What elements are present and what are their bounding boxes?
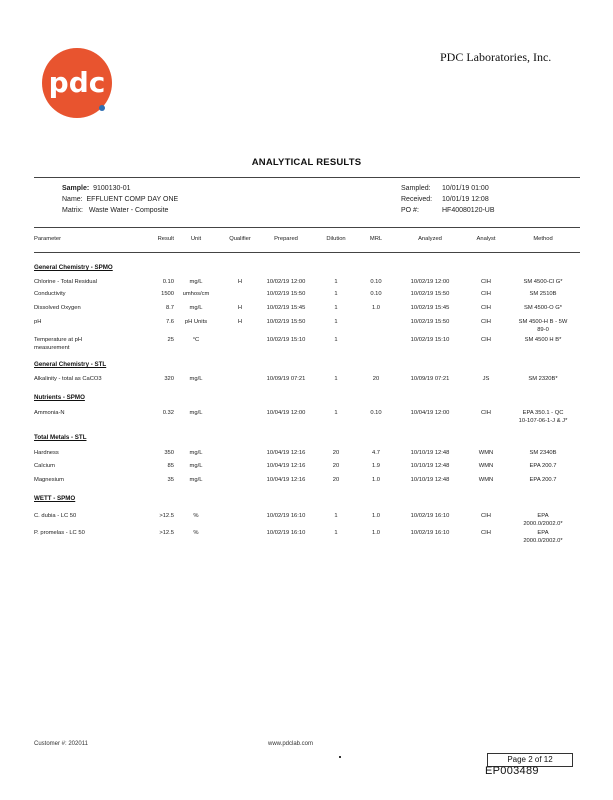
cell-prepared-line: 10/02/19 15:50 bbox=[266, 319, 306, 325]
cell-parameter-line: pH bbox=[34, 319, 42, 325]
name-value: EFFLUENT COMP DAY ONE bbox=[86, 196, 179, 203]
cell-method-line-2: 2000.0/2002.0* bbox=[523, 520, 563, 527]
cell-method-line: EPA bbox=[537, 513, 549, 519]
cell-mrl bbox=[366, 410, 386, 418]
cell-dilution-line: 1 bbox=[334, 410, 338, 416]
cell-parameter-line: Calcium bbox=[34, 463, 55, 469]
cell-result-line: 0.10 bbox=[162, 279, 174, 285]
cell-analyst bbox=[470, 279, 502, 287]
sampled-value: 10/01/19 01:00 bbox=[442, 185, 489, 192]
cell-analyst-line: JS bbox=[482, 376, 490, 382]
cell-mrl-line: 0.10 bbox=[370, 291, 382, 297]
cell-unit-line: mg/L bbox=[189, 279, 203, 285]
cell-prepared bbox=[262, 450, 310, 458]
col-header-method: Method bbox=[533, 236, 553, 242]
cell-dilution-line: 1 bbox=[334, 530, 338, 536]
cell-dilution-line: 1 bbox=[334, 279, 338, 285]
cell-mrl-line: 1.9 bbox=[371, 463, 381, 469]
cell-mrl-line: 0.10 bbox=[370, 410, 382, 416]
cell-parameter-line: Alkalinity - total as CaCO3 bbox=[34, 376, 102, 382]
cell-analyzed-line: 10/02/19 16:10 bbox=[410, 530, 450, 536]
cell-qualifier-line: H bbox=[237, 279, 243, 285]
cell-method bbox=[506, 337, 580, 345]
cell-parameter-line-2: measurement bbox=[34, 344, 70, 351]
cell-mrl-line: 4.7 bbox=[371, 450, 381, 456]
cell-dilution-line: 1 bbox=[334, 513, 338, 519]
cell-mrl bbox=[366, 530, 386, 538]
cell-qualifier-line: H bbox=[237, 305, 243, 311]
bates-number: EP003489 bbox=[485, 765, 539, 777]
cell-mrl bbox=[366, 513, 386, 521]
cell-result bbox=[148, 319, 174, 327]
cell-method-line-2: 10-107-06-1-J & J* bbox=[518, 417, 568, 424]
cell-prepared bbox=[262, 463, 310, 471]
cell-result bbox=[148, 291, 174, 299]
cell-prepared bbox=[262, 319, 310, 327]
cell-result bbox=[148, 477, 174, 485]
cell-unit-line: mg/L bbox=[189, 305, 203, 311]
name-label: Name: bbox=[62, 196, 83, 203]
cell-mrl bbox=[366, 291, 386, 299]
cell-parameter-line: Conductivity bbox=[34, 291, 66, 297]
cell-parameter bbox=[34, 291, 139, 299]
cell-dilution-line: 1 bbox=[334, 291, 338, 297]
cell-analyst-line: CIH bbox=[481, 305, 491, 311]
cell-analyst-line: WMN bbox=[478, 477, 494, 483]
cell-prepared-line: 10/04/19 12:16 bbox=[266, 477, 306, 483]
cell-method-line: SM 4500-O G* bbox=[523, 305, 563, 311]
cell-dilution-line: 20 bbox=[332, 463, 340, 469]
cell-unit bbox=[178, 463, 214, 471]
cell-prepared-line: 10/02/19 15:10 bbox=[266, 337, 306, 343]
cell-prepared-line: 10/04/19 12:00 bbox=[266, 410, 306, 416]
cell-prepared-line: 10/02/19 16:10 bbox=[266, 513, 306, 519]
cell-method bbox=[506, 376, 580, 384]
cell-method-line: SM 4500-H B - 5W bbox=[518, 319, 568, 325]
cell-method-line: EPA 200.7 bbox=[529, 463, 557, 469]
cell-parameter bbox=[34, 376, 139, 384]
cell-dilution bbox=[320, 530, 352, 538]
cell-analyzed-line: 10/10/19 12:48 bbox=[410, 477, 450, 483]
cell-analyst bbox=[470, 463, 502, 471]
cell-parameter bbox=[34, 477, 139, 485]
cell-dilution bbox=[320, 450, 352, 458]
cell-mrl bbox=[366, 376, 386, 384]
website-link[interactable]: www.pdclab.com bbox=[268, 741, 314, 747]
cell-dilution bbox=[320, 463, 352, 471]
cell-parameter-line: Magnesium bbox=[34, 477, 64, 483]
header-bottom-divider bbox=[34, 252, 580, 253]
cell-mrl-line: 0.10 bbox=[370, 279, 382, 285]
col-header-analyzed: Analyzed bbox=[418, 236, 442, 242]
col-header-unit: Unit bbox=[190, 236, 202, 242]
cell-prepared bbox=[262, 305, 310, 313]
cell-dilution-line: 1 bbox=[334, 305, 338, 311]
company-name: PDC Laboratories, Inc. bbox=[440, 50, 552, 64]
cell-method-line: EPA bbox=[537, 530, 549, 536]
cell-unit-line: % bbox=[193, 530, 199, 536]
cell-analyst bbox=[470, 530, 502, 538]
cell-dilution-line: 1 bbox=[334, 337, 338, 343]
cell-method bbox=[506, 305, 580, 313]
cell-parameter-line: Hardness bbox=[34, 450, 59, 456]
cell-mrl-line: 20 bbox=[372, 376, 380, 382]
cell-unit bbox=[178, 319, 214, 327]
sample-matrix-line bbox=[62, 207, 168, 214]
cell-prepared-line: 10/02/19 16:10 bbox=[266, 530, 306, 536]
cell-analyst-line: WMN bbox=[478, 463, 494, 469]
cell-result-line: 35 bbox=[167, 477, 174, 483]
cell-result bbox=[148, 279, 174, 287]
cell-parameter-line: Chlorine - Total Residual bbox=[34, 279, 98, 285]
cell-method-line: SM 4500-Cl G* bbox=[523, 279, 563, 285]
pdc-logo bbox=[40, 46, 114, 120]
cell-mrl bbox=[366, 450, 386, 458]
cell-prepared bbox=[262, 477, 310, 485]
cell-parameter-line: Ammonia-N bbox=[34, 410, 65, 416]
cell-result bbox=[148, 305, 174, 313]
cell-unit-line: mg/L bbox=[189, 463, 203, 469]
cell-prepared bbox=[262, 513, 310, 521]
cell-prepared-line: 10/02/19 15:50 bbox=[266, 291, 306, 297]
cell-dilution bbox=[320, 279, 352, 287]
cell-analyzed bbox=[406, 410, 454, 418]
cell-result-line: 25 bbox=[167, 337, 174, 343]
cell-analyst bbox=[470, 477, 502, 485]
sample-name-line bbox=[62, 196, 178, 203]
po-label: PO #: bbox=[401, 207, 419, 214]
cell-parameter-line: Temperature at pH bbox=[34, 337, 83, 343]
cell-dilution bbox=[320, 337, 352, 345]
sample-id-line bbox=[62, 185, 131, 192]
cell-analyzed-line: 10/10/19 12:48 bbox=[410, 450, 450, 456]
cell-qualifier bbox=[222, 319, 258, 327]
cell-analyst bbox=[470, 337, 502, 345]
cell-result-line: 7.6 bbox=[165, 319, 174, 325]
cell-unit-line: umhos/cm bbox=[182, 291, 210, 297]
cell-analyzed bbox=[406, 530, 454, 538]
cell-parameter-line: C. dubia - LC 50 bbox=[34, 513, 77, 519]
section-heading: Total Metals - STL bbox=[34, 434, 87, 441]
pdc-logo-graphic bbox=[40, 46, 114, 120]
cell-analyzed-line: 10/02/19 15:50 bbox=[410, 319, 450, 325]
cell-method-line-2: 2000.0/2002.0* bbox=[523, 537, 563, 544]
cell-dilution-line: 20 bbox=[332, 450, 340, 456]
received-value: 10/01/19 12:08 bbox=[442, 196, 489, 203]
cell-analyzed bbox=[406, 513, 454, 521]
cell-qualifier bbox=[222, 279, 258, 287]
sampled-label: Sampled: bbox=[401, 185, 431, 192]
cell-analyzed-line: 10/09/19 07:21 bbox=[410, 376, 450, 382]
title-divider bbox=[34, 177, 580, 178]
cell-result-line: 0.32 bbox=[162, 410, 174, 416]
cell-analyst bbox=[470, 450, 502, 458]
cell-prepared bbox=[262, 530, 310, 538]
footer-dot bbox=[339, 756, 341, 758]
cell-parameter-line: Dissolved Oxygen bbox=[34, 305, 81, 311]
col-header-analyst: Analyst bbox=[476, 236, 496, 242]
cell-mrl-line: 1.0 bbox=[371, 530, 381, 536]
cell-mrl bbox=[366, 463, 386, 471]
cell-mrl-line: 1.0 bbox=[371, 477, 381, 483]
section-heading: Nutrients - SPMO bbox=[34, 394, 85, 401]
cell-parameter bbox=[34, 279, 139, 287]
cell-method bbox=[506, 319, 580, 334]
cell-prepared bbox=[262, 337, 310, 345]
cell-analyzed-line: 10/02/19 15:50 bbox=[410, 291, 450, 297]
cell-analyst bbox=[470, 513, 502, 521]
page-title: ANALYTICAL RESULTS bbox=[251, 157, 362, 168]
cell-unit-line: mg/L bbox=[189, 450, 203, 456]
cell-analyst-line: CIH bbox=[481, 291, 491, 297]
cell-method-line: EPA 350.1 - QC bbox=[522, 410, 564, 416]
pdc-logo-text: pdc bbox=[48, 66, 106, 99]
section-heading: General Chemistry - STL bbox=[34, 361, 107, 368]
cell-method bbox=[506, 463, 580, 471]
col-header-qualifier: Qualifier bbox=[229, 236, 251, 242]
cell-result bbox=[148, 513, 174, 521]
cell-analyst-line: CIH bbox=[481, 337, 491, 343]
cell-dilution bbox=[320, 291, 352, 299]
cell-analyzed-line: 10/04/19 12:00 bbox=[410, 410, 450, 416]
cell-analyzed bbox=[406, 463, 454, 471]
cell-parameter bbox=[34, 463, 139, 471]
cell-analyst-line: CIH bbox=[481, 279, 491, 285]
cell-result-line: >12.5 bbox=[159, 530, 174, 536]
cell-unit bbox=[178, 337, 214, 345]
cell-mrl bbox=[366, 305, 386, 313]
cell-parameter bbox=[34, 513, 139, 521]
cell-method-line: SM 2320B* bbox=[528, 376, 558, 382]
col-header-mrl: MRL bbox=[369, 236, 383, 242]
cell-unit bbox=[178, 279, 214, 287]
cell-unit-line: % bbox=[193, 513, 199, 519]
customer-number: Customer #: 202011 bbox=[34, 741, 88, 747]
cell-dilution-line: 1 bbox=[334, 376, 338, 382]
cell-method bbox=[506, 477, 580, 485]
cell-unit-line: pH Units bbox=[184, 319, 208, 325]
cell-method-line: EPA 200.7 bbox=[529, 477, 557, 483]
cell-prepared-line: 10/02/19 15:45 bbox=[266, 305, 306, 311]
cell-analyzed bbox=[406, 319, 454, 327]
cell-unit bbox=[178, 291, 214, 299]
cell-parameter-line: P. promelas - LC 50 bbox=[34, 530, 85, 536]
cell-result-line: 1500 bbox=[161, 291, 174, 297]
cell-analyzed-line: 10/02/19 12:00 bbox=[410, 279, 450, 285]
cell-analyzed bbox=[406, 477, 454, 485]
cell-mrl-line: 1.0 bbox=[371, 305, 381, 311]
cell-parameter bbox=[34, 410, 139, 418]
cell-mrl-line: 1.0 bbox=[371, 513, 381, 519]
cell-unit bbox=[178, 477, 214, 485]
cell-analyst-line: CIH bbox=[481, 530, 491, 536]
cell-dilution-line: 20 bbox=[332, 477, 340, 483]
cell-result bbox=[148, 530, 174, 538]
cell-unit bbox=[178, 513, 214, 521]
cell-analyst bbox=[470, 319, 502, 327]
cell-analyzed bbox=[406, 337, 454, 345]
cell-method bbox=[506, 530, 580, 545]
col-header-dilution: Dilution bbox=[326, 236, 346, 242]
section-heading: General Chemistry - SPMO bbox=[34, 264, 113, 271]
col-header-prepared: Prepared bbox=[274, 236, 298, 242]
po-value: HF40080120-UB bbox=[442, 207, 495, 214]
cell-unit bbox=[178, 305, 214, 313]
cell-prepared-line: 10/04/19 12:16 bbox=[266, 463, 306, 469]
page-number-box: Page 2 of 12 bbox=[487, 753, 573, 767]
cell-unit bbox=[178, 410, 214, 418]
cell-parameter bbox=[34, 450, 139, 458]
cell-method bbox=[506, 279, 580, 287]
section-heading: WETT - SPMO bbox=[34, 495, 76, 502]
cell-analyst bbox=[470, 305, 502, 313]
cell-result bbox=[148, 337, 174, 345]
cell-prepared-line: 10/02/19 12:00 bbox=[266, 279, 306, 285]
cell-dilution bbox=[320, 513, 352, 521]
cell-mrl bbox=[366, 477, 386, 485]
cell-method-line: SM 4500 H B* bbox=[524, 337, 562, 343]
cell-dilution-line: 1 bbox=[334, 319, 338, 325]
matrix-value: Waste Water - Composite bbox=[88, 207, 169, 214]
cell-parameter bbox=[34, 337, 139, 352]
cell-result bbox=[148, 376, 174, 384]
cell-analyst bbox=[470, 291, 502, 299]
received-label: Received: bbox=[401, 196, 433, 203]
cell-method bbox=[506, 513, 580, 528]
cell-analyzed bbox=[406, 291, 454, 299]
cell-prepared-line: 10/04/19 12:16 bbox=[266, 450, 306, 456]
cell-result-line: 320 bbox=[164, 376, 174, 382]
cell-unit-line: mg/L bbox=[189, 410, 203, 416]
cell-analyst bbox=[470, 410, 502, 418]
cell-qualifier bbox=[222, 305, 258, 313]
cell-method bbox=[506, 291, 580, 299]
cell-method-line: SM 2510B bbox=[529, 291, 557, 297]
cell-qualifier-line: H bbox=[237, 319, 243, 325]
cell-prepared bbox=[262, 279, 310, 287]
col-header-result: Result bbox=[157, 236, 174, 242]
cell-unit-line: mg/L bbox=[189, 477, 203, 483]
cell-result-line: 85 bbox=[167, 463, 174, 469]
cell-analyzed bbox=[406, 279, 454, 287]
cell-analyst-line: CIH bbox=[481, 513, 491, 519]
cell-parameter bbox=[34, 305, 139, 313]
cell-result bbox=[148, 450, 174, 458]
cell-method bbox=[506, 410, 580, 425]
cell-analyzed bbox=[406, 376, 454, 384]
cell-analyst-line: CIH bbox=[481, 319, 491, 325]
cell-parameter bbox=[34, 319, 139, 327]
cell-prepared bbox=[262, 291, 310, 299]
cell-dilution bbox=[320, 305, 352, 313]
cell-result-line: >12.5 bbox=[159, 513, 174, 519]
cell-dilution bbox=[320, 410, 352, 418]
cell-unit bbox=[178, 530, 214, 538]
cell-prepared bbox=[262, 376, 310, 384]
cell-analyst-line: WMN bbox=[478, 450, 494, 456]
sample-value: 9100130-01 bbox=[93, 185, 131, 192]
cell-analyzed-line: 10/10/19 12:48 bbox=[410, 463, 450, 469]
cell-method-line: SM 2340B bbox=[529, 450, 557, 456]
cell-result bbox=[148, 410, 174, 418]
header-top-divider bbox=[34, 227, 580, 228]
cell-dilution bbox=[320, 477, 352, 485]
cell-unit-line: mg/L bbox=[189, 376, 203, 382]
col-header-parameter: Parameter bbox=[34, 236, 62, 242]
cell-result-line: 8.7 bbox=[165, 305, 174, 311]
cell-unit bbox=[178, 450, 214, 458]
cell-dilution bbox=[320, 319, 352, 327]
sample-label: Sample: bbox=[62, 185, 90, 192]
cell-unit-line: °C bbox=[192, 337, 200, 343]
cell-analyst bbox=[470, 376, 502, 384]
cell-analyzed bbox=[406, 305, 454, 313]
cell-analyzed bbox=[406, 450, 454, 458]
cell-result-line: 350 bbox=[164, 450, 174, 456]
cell-analyst-line: CIH bbox=[481, 410, 491, 416]
cell-analyzed-line: 10/02/19 15:10 bbox=[410, 337, 450, 343]
cell-prepared bbox=[262, 410, 310, 418]
cell-parameter bbox=[34, 530, 139, 538]
cell-prepared-line: 10/09/19 07:21 bbox=[266, 376, 306, 382]
cell-mrl bbox=[366, 279, 386, 287]
cell-result bbox=[148, 463, 174, 471]
cell-method-line-2: 89-0 bbox=[537, 326, 549, 333]
cell-analyzed-line: 10/02/19 16:10 bbox=[410, 513, 450, 519]
cell-method bbox=[506, 450, 580, 458]
cell-dilution bbox=[320, 376, 352, 384]
cell-unit bbox=[178, 376, 214, 384]
matrix-label: Matrix: bbox=[62, 207, 83, 214]
cell-analyzed-line: 10/02/19 15:45 bbox=[410, 305, 450, 311]
